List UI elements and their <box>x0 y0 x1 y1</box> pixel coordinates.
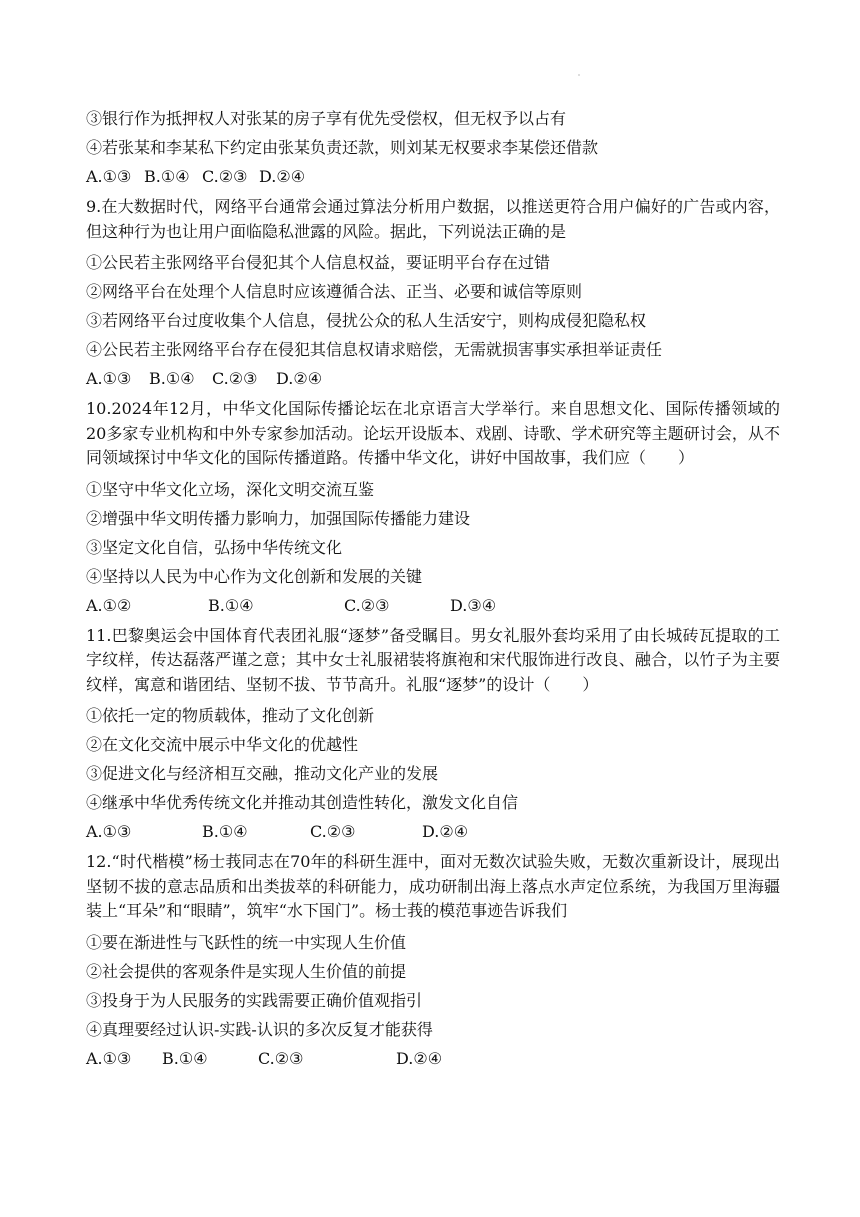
q8-choice-d[interactable]: D.②④ <box>259 167 306 186</box>
q11-stem: 11.巴黎奥运会中国体育代表团礼服“逐梦”备受瞩目。男女礼服外套均采用了由长城砖瓦提取的工字纹样，传达磊落严谨之意；其中女士礼服裙装将旗袍和宋代服饰进行改良、融合，以竹子为主要纹样，寓意和谐团结、坚韧不拔、节节高升。礼服“逐梦”的设计（ ） <box>86 625 780 694</box>
q8-choice-b[interactable]: B.①④ <box>144 167 190 186</box>
q11-option-3: ③促进文化与经济相互交融，推动文化产业的发展 <box>86 764 439 783</box>
q12-choice-c[interactable]: C.②③ <box>258 1048 304 1068</box>
q8-option-4: ④若张某和李某私下约定由张某负责还款，则刘某无权要求李某偿还借款 <box>86 138 599 157</box>
q10-choice-b[interactable]: B.①④ <box>208 595 254 615</box>
q11-choice-d[interactable]: D.②④ <box>422 822 469 841</box>
q12-option-4: ④真理要经过认识-实践-认识的多次反复才能获得 <box>86 1019 433 1039</box>
q12-option-2: ②社会提供的客观条件是实现人生价值的前提 <box>86 961 407 981</box>
q9-option-2: ②网络平台在处理个人信息时应该遵循合法、正当、必要和诚信等原则 <box>86 282 583 301</box>
q9-option-1: ①公民若主张网络平台侵犯其个人信息权益，要证明平台存在过错 <box>86 253 551 272</box>
q9-option-4: ④公民若主张网络平台存在侵犯其信息权请求赔偿，无需就损害事实承担举证责任 <box>86 340 663 359</box>
q9-stem: 9.在大数据时代，网络平台通常会通过算法分析用户数据，以推送更符合用户偏好的广告或内容，但这种行为也让用户面临隐私泄露的风险。据此，下列说法正确的是 <box>86 197 780 241</box>
q11-choice-b[interactable]: B.①④ <box>202 822 248 841</box>
q10-choice-a[interactable]: A.①② <box>86 595 132 615</box>
q8-choices <box>86 162 780 191</box>
q11-choices <box>86 817 780 846</box>
q9-choice-a[interactable]: A.①③ <box>86 369 132 388</box>
q11-option-1: ①依托一定的物质载体，推动了文化创新 <box>86 706 375 725</box>
q10-choice-c[interactable]: C.②③ <box>344 595 390 615</box>
q9-choice-d[interactable]: D.②④ <box>276 369 323 388</box>
q9-choice-b[interactable]: B.①④ <box>149 369 195 388</box>
q10-option-2: ②增强中华文明传播力影响力，加强国际传播能力建设 <box>86 508 471 528</box>
q12-stem: 12.“时代楷模”杨士莪同志在70年的科研生涯中，面对无数次试验失败，无数次重新设计，展现出坚韧不拔的意志品质和出类拔萃的科研能力，成功研制出海上落点水声定位系统，为我国万里海疆装上“耳朵”和“眼睛”，筑牢“水下国门”。杨士莪的模范事迹告诉我们 <box>86 852 780 920</box>
q10-choice-d[interactable]: D.③④ <box>450 595 497 615</box>
q8-option-3: ③银行作为抵押权人对张某的房子享有优先受偿权，但无权予以占有 <box>86 109 567 128</box>
q12-option-1: ①要在渐进性与飞跃性的统一中实现人生价值 <box>86 932 407 952</box>
q10-option-3: ③坚定文化自信，弘扬中华传统文化 <box>86 537 343 557</box>
q12-choice-d[interactable]: D.②④ <box>396 1048 443 1068</box>
q10-option-4: ④坚持以人民为中心作为文化创新和发展的关键 <box>86 566 423 586</box>
q12-choice-b[interactable]: B.①④ <box>162 1048 208 1068</box>
q8-choice-c[interactable]: C.②③ <box>202 167 248 186</box>
q8-choice-a[interactable]: A.①③ <box>86 167 132 186</box>
q12-choices <box>86 1044 780 1073</box>
scan-speck <box>578 74 580 76</box>
q11-option-4: ④继承中华优秀传统文化并推动其创造性转化，激发文化自信 <box>86 793 519 812</box>
q12-option-3: ③投身于为人民服务的实践需要正确价值观指引 <box>86 990 423 1010</box>
q9-choices <box>86 364 780 393</box>
page-content <box>86 104 780 1073</box>
q10-choices <box>86 591 780 620</box>
q9-option-3: ③若网络平台过度收集个人信息，侵扰公众的私人生活安宁，则构成侵犯隐私权 <box>86 311 647 330</box>
q11-choice-c[interactable]: C.②③ <box>310 822 356 841</box>
q11-option-2: ②在文化交流中展示中华文化的优越性 <box>86 735 359 754</box>
q10-stem: 10.2024年12月，中华文化国际传播论坛在北京语言大学举行。来自思想文化、国际传播领域的20多家专业机构和中外专家参加活动。论坛开设版本、戏剧、诗歌、学术研究等主题研讨会，从不同领域探讨中华文化的国际传播道路。传播中华文化，讲好中国故事，我们应（ ） <box>86 399 780 467</box>
q12-choice-a[interactable]: A.①③ <box>86 1048 132 1068</box>
q10-option-1: ①坚守中华文化立场，深化文明交流互鉴 <box>86 479 375 499</box>
q9-choice-c[interactable]: C.②③ <box>212 369 258 388</box>
q11-choice-a[interactable]: A.①③ <box>86 822 132 841</box>
